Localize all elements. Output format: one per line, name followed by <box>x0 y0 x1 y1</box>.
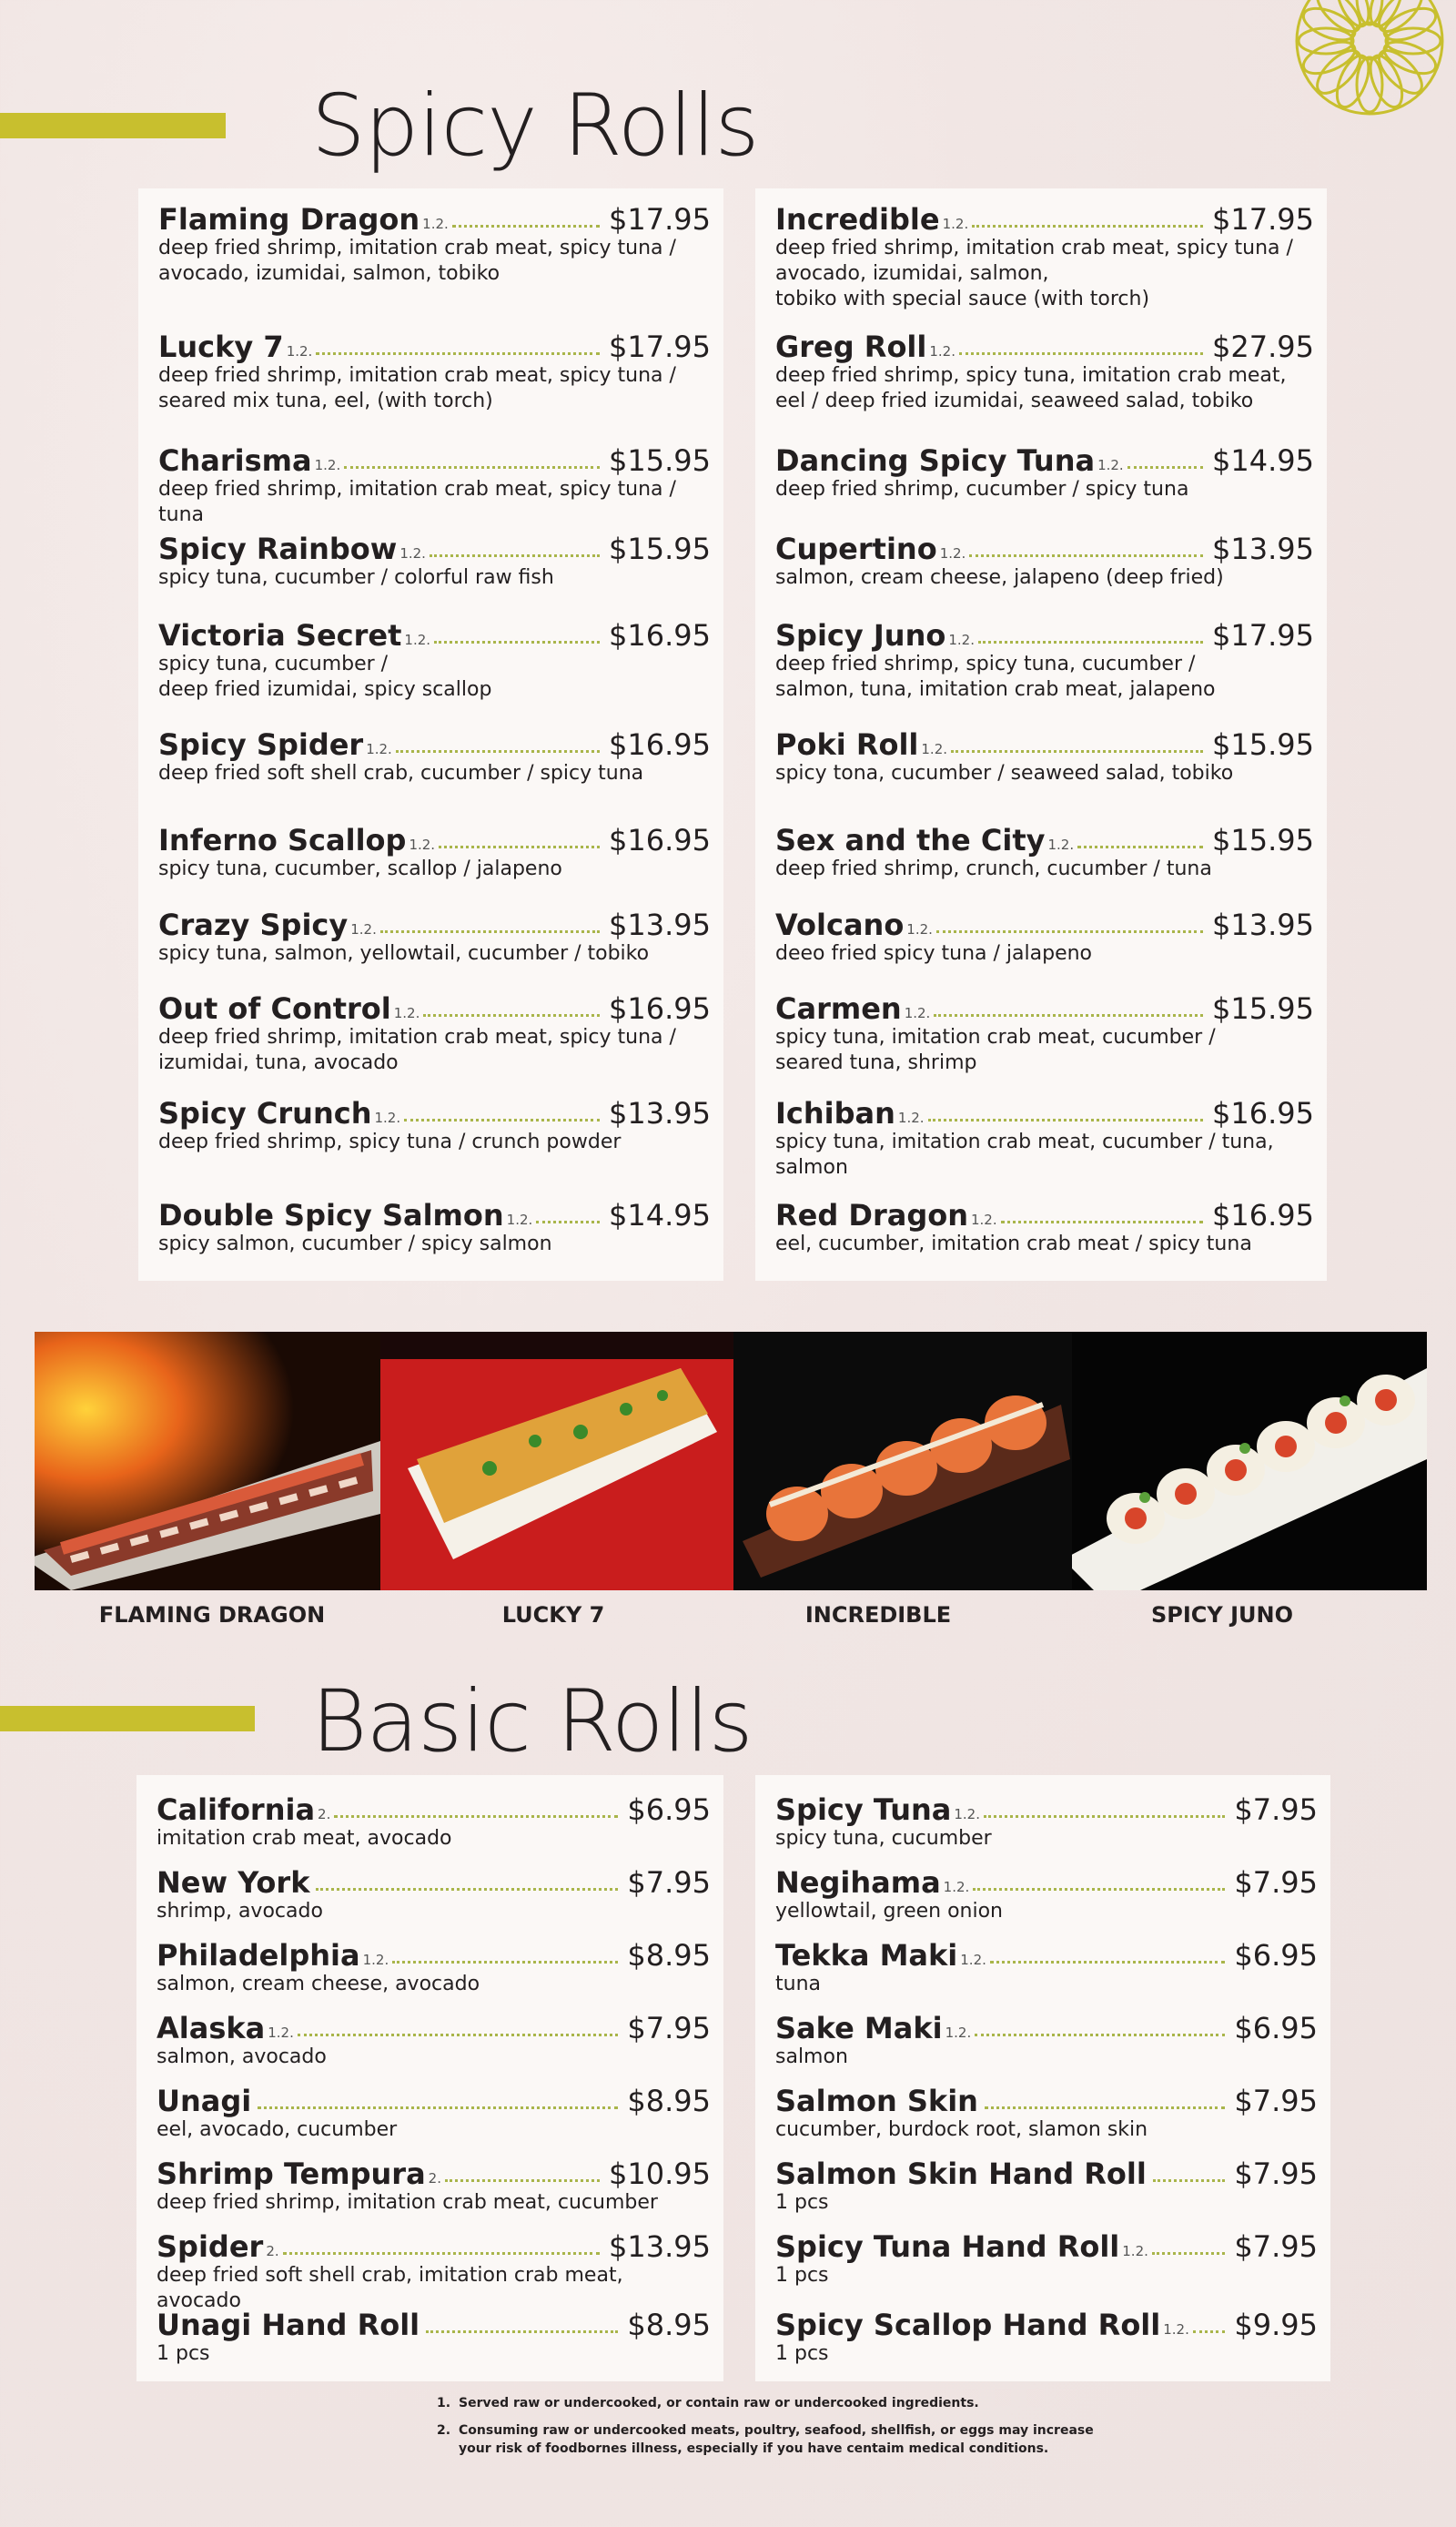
menu-item-header <box>158 532 711 566</box>
menu-item-description: deep fried shrimp, imitation crab meat, spicy tuna / <box>158 237 676 259</box>
menu-item-price: $10.95 <box>609 2157 711 2191</box>
dot-leader <box>978 641 1203 644</box>
menu-item-spicy-crunch <box>158 1096 711 1155</box>
menu-item-poki-roll <box>775 727 1314 787</box>
menu-item-description: spicy salmon, cucumber / spicy salmon <box>158 1233 552 1255</box>
menu-item-spicy-rainbow <box>158 534 711 591</box>
menu-item-name: Sex and the City <box>775 823 1046 858</box>
menu-item-name: Unagi <box>157 2084 252 2118</box>
menu-item-sake-maki <box>775 2011 1318 2070</box>
dot-leader <box>434 641 600 644</box>
menu-item-name: Spicy Rainbow <box>158 532 398 566</box>
menu-item-header <box>157 2308 711 2342</box>
menu-item-name: Double Spicy Salmon <box>158 1198 504 1233</box>
menu-item-price: $13.95 <box>1212 532 1314 566</box>
menu-item-name: Ichiban <box>775 1096 895 1131</box>
menu-item-description: 1 pcs <box>775 2264 829 2287</box>
menu-item-alaska <box>157 2011 711 2070</box>
menu-item-price: $15.95 <box>1212 823 1314 858</box>
menu-item-description: salmon, cream cheese, avocado <box>157 1973 480 1995</box>
menu-item-price: $17.95 <box>609 330 711 364</box>
menu-item-header <box>158 908 711 942</box>
footnote-marker: 1.2. <box>409 837 436 853</box>
footnote-marker: 1.2. <box>506 1212 533 1228</box>
menu-item-greg-roll <box>775 332 1314 414</box>
menu-item-description: deep fried soft shell crab, imitation crab meat, avocado <box>157 2264 623 2312</box>
menu-item-name: Greg Roll <box>775 330 927 364</box>
footnote-marker: 1.2. <box>971 1212 997 1228</box>
menu-item-name: Dancing Spicy Tuna <box>775 443 1096 478</box>
menu-item-header <box>158 202 711 237</box>
photo-strip <box>35 1332 1427 1590</box>
menu-item-price: $8.95 <box>627 2308 711 2342</box>
menu-item-price: $17.95 <box>1212 202 1314 237</box>
photo-caption-incredible: INCREDIBLE <box>804 1602 952 1628</box>
menu-item-description: deep fried shrimp, imitation crab meat, spicy tuna / tuna <box>158 478 676 526</box>
menu-item-price: $7.95 <box>1234 2157 1318 2191</box>
footnote-marker: 1.2. <box>404 632 431 648</box>
menu-item-header <box>158 330 711 364</box>
footnote-marker: 2. <box>428 2170 441 2187</box>
menu-item-price: $13.95 <box>609 2229 711 2264</box>
menu-item-price: $15.95 <box>609 532 711 566</box>
footnote-marker: 2. <box>318 1806 331 1822</box>
menu-item-name: Poki Roll <box>775 727 919 762</box>
menu-item-philadelphia <box>157 1938 711 1997</box>
spicy-accent-bar <box>0 113 226 138</box>
menu-item-inferno-scallop <box>158 823 711 882</box>
menu-item-unagi <box>157 2086 711 2143</box>
menu-item-price: $27.95 <box>1212 330 1314 364</box>
footnote-marker: 2. <box>266 2243 279 2259</box>
menu-item-price: $15.95 <box>1212 991 1314 1026</box>
menu-item-header <box>157 1865 711 1900</box>
dot-leader <box>430 554 600 557</box>
menu-item-cupertino <box>775 534 1314 591</box>
photo-caption-spicy-juno: SPICY JUNO <box>1150 1602 1294 1628</box>
footnote-marker: 1.2. <box>366 741 392 757</box>
dot-leader <box>1152 2252 1226 2255</box>
menu-item-header <box>775 532 1314 566</box>
menu-item-price: $8.95 <box>627 1938 711 1973</box>
menu-item-price: $7.95 <box>1234 1865 1318 1900</box>
dot-leader <box>445 2179 600 2182</box>
menu-item-description: spicy tuna, imitation crab meat, cucumber / <box>775 1026 1216 1049</box>
menu-item-header <box>775 1792 1318 1827</box>
menu-item-description: salmon, avocado <box>157 2045 327 2068</box>
dot-leader <box>928 1119 1204 1121</box>
menu-item-header <box>158 443 711 478</box>
menu-item-name: Salmon Skin <box>775 2084 978 2118</box>
menu-item-carmen <box>775 991 1314 1076</box>
menu-item-description: eel / deep fried izumidai, seaweed salad, tobiko <box>775 390 1254 412</box>
menu-item-name: Crazy Spicy <box>158 908 349 942</box>
menu-item-description: spicy tona, cucumber / seaweed salad, tobiko <box>775 762 1234 785</box>
menu-item-header <box>775 443 1314 478</box>
menu-item-name: Spicy Crunch <box>158 1096 372 1131</box>
footnote-marker: 1.2. <box>960 1952 986 1968</box>
menu-item-header <box>157 1938 711 1973</box>
photo-caption-flaming-dragon: FLAMING DRAGON <box>98 1602 326 1628</box>
dot-leader <box>1153 2179 1226 2182</box>
menu-item-double-spicy-salmon <box>158 1198 711 1257</box>
dot-leader <box>380 930 600 933</box>
menu-item-lucky-7 <box>158 332 711 414</box>
footnote-marker: 1.2. <box>362 1952 389 1968</box>
spicy-rolls-title: Spicy Rolls <box>311 76 759 176</box>
footnote: 1. Served raw or undercooked, or contain raw or undercooked ingredients. <box>437 2396 979 2410</box>
dot-leader <box>426 2330 618 2333</box>
dot-leader <box>392 1961 618 1964</box>
menu-item-header <box>775 2086 1318 2116</box>
dot-leader <box>344 466 600 469</box>
menu-item-header <box>775 1938 1318 1973</box>
menu-item-price: $16.95 <box>609 991 711 1026</box>
menu-item-header <box>775 618 1314 653</box>
menu-item-description: spicy tuna, cucumber / colorful raw fish <box>158 566 554 589</box>
spicy-right-panel <box>755 188 1327 1281</box>
dot-leader <box>452 225 600 228</box>
menu-item-name: Shrimp Tempura <box>157 2157 426 2191</box>
lucky-7-photo <box>380 1332 733 1590</box>
menu-item-description: spicy tuna, cucumber, scallop / jalapeno <box>158 858 562 880</box>
footnote-marker: 1.2. <box>954 1806 980 1822</box>
menu-item-price: $13.95 <box>1212 908 1314 942</box>
menu-item-description: salmon, tuna, imitation crab meat, jalapeno <box>775 678 1216 701</box>
menu-item-price: $7.95 <box>627 2011 711 2045</box>
footnote-marker: 1.2. <box>906 921 933 938</box>
menu-item-name: Sake Maki <box>775 2011 943 2045</box>
menu-item-header <box>157 2011 711 2045</box>
menu-item-name: Charisma <box>158 443 312 478</box>
menu-item-price: $16.95 <box>609 727 711 762</box>
menu-item-name: Inferno Scallop <box>158 823 407 858</box>
basic-right-panel <box>755 1775 1330 2381</box>
menu-item-price: $14.95 <box>1212 443 1314 478</box>
menu-item-description: tuna <box>775 1973 821 1995</box>
menu-item-description: 1 pcs <box>775 2191 829 2214</box>
menu-item-spider <box>157 2229 711 2314</box>
menu-item-price: $7.95 <box>1234 2229 1318 2264</box>
menu-item-header <box>158 618 711 653</box>
menu-item-price: $15.95 <box>609 443 711 478</box>
menu-item-name: Volcano <box>775 908 905 942</box>
menu-item-price: $7.95 <box>1234 1792 1318 1827</box>
menu-item-description: seared mix tuna, eel, (with torch) <box>158 390 493 412</box>
menu-item-name: Unagi Hand Roll <box>157 2308 420 2342</box>
menu-item-price: $6.95 <box>627 1792 711 1827</box>
menu-item-ichiban <box>775 1096 1314 1181</box>
menu-item-price: $6.95 <box>1234 2011 1318 2045</box>
basic-left-panel <box>136 1775 723 2381</box>
menu-item-price: $8.95 <box>627 2084 711 2118</box>
dot-leader <box>334 1815 618 1818</box>
incredible-photo <box>733 1332 1072 1590</box>
footnote-marker: 1.2. <box>1163 2321 1189 2338</box>
menu-item-header <box>158 991 711 1026</box>
menu-item-header <box>157 2086 711 2116</box>
menu-item-description: yellowtail, green onion <box>775 1900 1004 1923</box>
footnote-marker: 1.2. <box>393 1005 420 1021</box>
footnote-marker: 1.2. <box>904 1005 931 1021</box>
menu-item-header <box>775 2157 1318 2191</box>
basic-accent-bar <box>0 1706 255 1731</box>
menu-item-header <box>775 2308 1318 2342</box>
menu-item-name: Negihama <box>775 1865 941 1900</box>
menu-item-price: $15.95 <box>1212 727 1314 762</box>
spicy-juno-photo <box>1072 1332 1427 1590</box>
menu-item-name: Flaming Dragon <box>158 202 420 237</box>
menu-item-header <box>158 823 711 858</box>
dot-leader <box>934 1014 1203 1017</box>
menu-item-tekka-maki <box>775 1938 1318 1997</box>
menu-item-california <box>157 1792 711 1852</box>
menu-item-header <box>775 1096 1314 1131</box>
menu-item-description: deep fried izumidai, spicy scallop <box>158 678 492 701</box>
menu-item-description: 1 pcs <box>775 2342 829 2365</box>
footnote-marker: 1.2. <box>314 457 341 473</box>
photo-caption-lucky-7: LUCKY 7 <box>501 1602 605 1628</box>
dot-leader <box>969 554 1203 557</box>
footnote-marker: 1.2. <box>897 1110 925 1126</box>
menu-item-price: $16.95 <box>609 618 711 653</box>
menu-item-flaming-dragon <box>158 202 711 287</box>
menu-item-header <box>157 1792 711 1827</box>
menu-item-description: izumidai, tuna, avocado <box>158 1051 399 1074</box>
dot-leader <box>1193 2330 1226 2333</box>
menu-item-description: avocado, izumidai, salmon, <box>775 262 1049 285</box>
menu-item-spicy-scallop-hand-roll <box>775 2310 1318 2367</box>
dot-leader <box>975 2034 1225 2036</box>
menu-item-charisma <box>158 443 711 528</box>
dot-leader <box>990 1961 1226 1964</box>
dot-leader <box>298 2034 619 2036</box>
menu-item-description: salmon <box>775 2045 848 2068</box>
menu-item-unagi-hand-roll <box>157 2310 711 2367</box>
menu-item-description: eel, cucumber, imitation crab meat / spicy tuna <box>775 1233 1252 1255</box>
footnote-marker: 1.2. <box>350 921 377 938</box>
menu-item-price: $6.95 <box>1234 1938 1318 1973</box>
dot-leader <box>1001 1221 1203 1223</box>
menu-item-description: deep fried shrimp, imitation crab meat, cucumber <box>157 2191 658 2214</box>
menu-item-header <box>775 908 1314 942</box>
dot-leader <box>1127 466 1203 469</box>
menu-item-price: $17.95 <box>1212 618 1314 653</box>
menu-item-description: deep fried shrimp, imitation crab meat, spicy tuna / <box>158 1026 676 1049</box>
footnote-marker: 1.2. <box>939 545 966 562</box>
menu-item-header <box>775 330 1314 364</box>
menu-item-header <box>157 2229 711 2264</box>
menu-item-name: Alaska <box>157 2011 266 2045</box>
dot-leader <box>951 750 1203 753</box>
dot-leader <box>959 352 1203 355</box>
menu-item-description: shrimp, avocado <box>157 1900 323 1923</box>
footnote-marker: 1.2. <box>948 632 975 648</box>
menu-item-negihama <box>775 1865 1318 1924</box>
menu-item-description: cucumber, burdock root, slamon skin <box>775 2118 1148 2141</box>
menu-item-description: avocado, izumidai, salmon, tobiko <box>158 262 500 285</box>
menu-item-header <box>158 727 711 762</box>
menu-item-spicy-spider <box>158 727 711 787</box>
chrysanthemum-icon <box>1256 0 1456 164</box>
menu-item-name: California <box>157 1792 316 1827</box>
menu-item-out-of-control <box>158 991 711 1076</box>
footnote-marker: 1.2. <box>374 1110 401 1126</box>
menu-item-name: Spicy Tuna Hand Roll <box>775 2229 1120 2264</box>
footnote-marker: 1.2. <box>1097 457 1124 473</box>
menu-item-name: Victoria Secret <box>158 618 402 653</box>
menu-item-name: Spicy Juno <box>775 618 946 653</box>
menu-item-description: deeo fried spicy tuna / jalapeno <box>775 942 1093 965</box>
menu-item-description: 1 pcs <box>157 2342 210 2365</box>
menu-item-salmon-skin-hand-roll <box>775 2159 1318 2216</box>
footnote: 2. Consuming raw or undercooked meats, poultry, seafood, shellfish, or eggs may increase your risk of foodbornes illness, especially if you have centaim medical conditions. <box>437 2423 1094 2456</box>
menu-item-price: $16.95 <box>609 823 711 858</box>
menu-item-name: Out of Control <box>158 991 391 1026</box>
menu-item-name: Tekka Maki <box>775 1938 958 1973</box>
menu-item-description: tobiko with special sauce (with torch) <box>775 288 1150 310</box>
dot-leader <box>985 2106 1225 2109</box>
menu-item-red-dragon <box>775 1198 1314 1257</box>
footnote-marker: 1.2. <box>1047 837 1075 853</box>
footnote-marker: 1.2. <box>1122 2243 1148 2259</box>
menu-item-name: New York <box>157 1865 310 1900</box>
dot-leader <box>536 1221 600 1223</box>
dot-leader <box>258 2106 618 2109</box>
menu-item-name: Spicy Spider <box>158 727 364 762</box>
menu-item-header <box>775 2229 1318 2264</box>
dot-leader <box>423 1014 600 1017</box>
dot-leader <box>283 2252 600 2255</box>
menu-item-price: $7.95 <box>627 1865 711 1900</box>
footnote-marker: 1.2. <box>268 2025 294 2041</box>
dot-leader <box>936 930 1203 933</box>
menu-item-header <box>775 1198 1314 1233</box>
menu-item-description: deep fried shrimp, imitation crab meat, spicy tuna / <box>775 237 1293 259</box>
menu-item-price: $13.95 <box>609 908 711 942</box>
menu-item-header <box>157 2157 711 2191</box>
footnotes <box>437 2394 1128 2467</box>
menu-item-price: $7.95 <box>1234 2084 1318 2118</box>
spicy-left-panel <box>138 188 723 1281</box>
menu-item-description: deep fried soft shell crab, cucumber / spicy tuna <box>158 762 644 785</box>
menu-item-spicy-tuna <box>775 1792 1318 1852</box>
menu-item-name: Red Dragon <box>775 1198 968 1233</box>
menu-item-description: deep fried shrimp, crunch, cucumber / tuna <box>775 858 1212 880</box>
basic-rolls-title: Basic Rolls <box>311 1672 753 1771</box>
menu-item-description: spicy tuna, salmon, yellowtail, cucumber / tobiko <box>158 942 650 965</box>
menu-item-name: Philadelphia <box>157 1938 360 1973</box>
flaming-dragon-photo <box>35 1332 380 1590</box>
menu-item-header <box>775 1865 1318 1900</box>
dot-leader <box>972 225 1203 228</box>
dot-leader <box>316 352 600 355</box>
menu-item-incredible <box>775 202 1314 312</box>
dot-leader <box>404 1119 600 1121</box>
menu-item-description: eel, avocado, cucumber <box>157 2118 398 2141</box>
footnote-marker: 1.2. <box>921 741 948 757</box>
menu-item-new-york <box>157 1865 711 1924</box>
dot-leader <box>973 1888 1225 1891</box>
menu-item-spicy-tuna-hand-roll <box>775 2229 1318 2289</box>
menu-item-price: $14.95 <box>609 1198 711 1233</box>
menu-item-price: $16.95 <box>1212 1198 1314 1233</box>
menu-item-name: Carmen <box>775 991 902 1026</box>
menu-item-header <box>775 727 1314 762</box>
menu-item-name: Lucky 7 <box>158 330 284 364</box>
dot-leader <box>316 1888 618 1891</box>
menu-item-description: salmon, cream cheese, jalapeno (deep fried) <box>775 566 1224 589</box>
dot-leader <box>439 846 600 848</box>
menu-item-description: imitation crab meat, avocado <box>157 1827 452 1850</box>
menu-item-header <box>158 1096 711 1131</box>
menu-item-dancing-spicy-tuna <box>775 443 1314 502</box>
dot-leader <box>1077 846 1203 848</box>
dot-leader <box>984 1815 1225 1818</box>
footnote-marker: 1.2. <box>929 343 956 360</box>
menu-item-name: Incredible <box>775 202 940 237</box>
menu-item-crazy-spicy <box>158 910 711 967</box>
menu-item-price: $17.95 <box>609 202 711 237</box>
menu-item-description: deep fried shrimp, cucumber / spicy tuna <box>775 478 1189 501</box>
menu-item-description: deep fried shrimp, spicy tuna, cucumber / <box>775 653 1196 675</box>
menu-item-description: spicy tuna, cucumber / <box>158 653 389 675</box>
footnote-marker: 1.2. <box>399 545 426 562</box>
menu-item-volcano <box>775 910 1314 967</box>
menu-item-salmon-skin <box>775 2086 1318 2143</box>
footnote-marker: 1.2. <box>286 343 313 360</box>
menu-item-header <box>775 991 1314 1026</box>
menu-item-name: Spicy Tuna <box>775 1792 952 1827</box>
menu-item-description: deep fried shrimp, spicy tuna / crunch powder <box>158 1131 622 1153</box>
menu-item-sex-and-the-city <box>775 823 1314 882</box>
menu-item-price: $9.95 <box>1234 2308 1318 2342</box>
menu-item-header <box>775 202 1314 237</box>
footnote-marker: 1.2. <box>942 216 969 232</box>
menu-item-name: Salmon Skin Hand Roll <box>775 2157 1147 2191</box>
menu-item-header <box>775 2011 1318 2045</box>
menu-item-victoria-secret <box>158 618 711 703</box>
menu-item-description: deep fried shrimp, spicy tuna, imitation crab meat, <box>775 364 1287 387</box>
menu-item-description: deep fried shrimp, imitation crab meat, spicy tuna / <box>158 364 676 387</box>
menu-item-description: seared tuna, shrimp <box>775 1051 977 1074</box>
menu-item-price: $13.95 <box>609 1096 711 1131</box>
menu-item-name: Cupertino <box>775 532 937 566</box>
menu-item-header <box>158 1198 711 1233</box>
menu-item-spicy-juno <box>775 618 1314 703</box>
footnote-marker: 1.2. <box>943 1879 970 1895</box>
menu-item-name: Spicy Scallop Hand Roll <box>775 2308 1161 2342</box>
menu-item-header <box>775 823 1314 858</box>
menu-item-price: $16.95 <box>1212 1096 1314 1131</box>
footnote-marker: 1.2. <box>945 2025 972 2041</box>
menu-item-description: spicy tuna, cucumber <box>775 1827 992 1850</box>
footnote-marker: 1.2. <box>422 216 449 232</box>
menu-item-name: Spider <box>157 2229 264 2264</box>
dot-leader <box>396 750 600 753</box>
menu-item-description: spicy tuna, imitation crab meat, cucumber / tuna, salmon <box>775 1131 1274 1179</box>
menu-item-shrimp-tempura <box>157 2159 711 2216</box>
